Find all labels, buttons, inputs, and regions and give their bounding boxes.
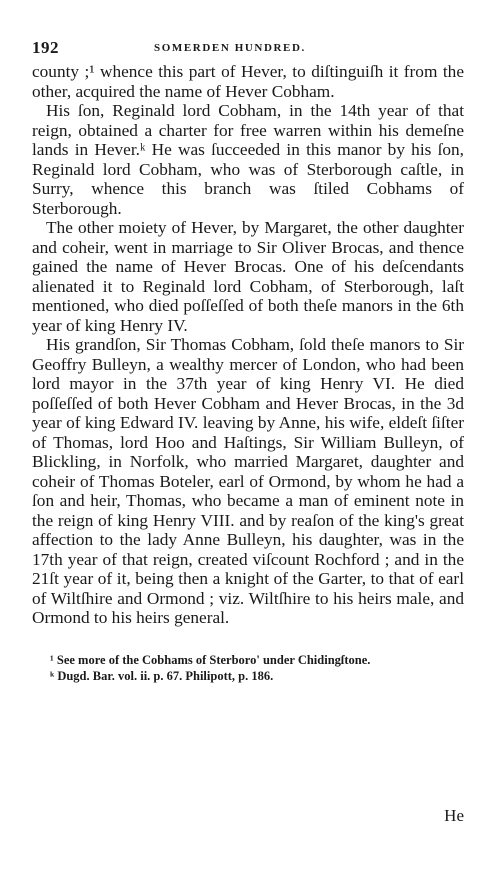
footnote-k: ᵏ Dugd. Bar. vol. ii. p. 67. Philipott, p. 186. [50,668,274,683]
page-number: 192 [32,38,59,57]
running-title: SOMERDEN HUNDRED. [154,42,306,54]
paragraph-hever-brocas: The other moiety of Hever, by Margaret, the other daughter and coheir, went in marriage to Sir Oliver Brocas, and thence gained the name of Hever Brocas. One of his deſcendants alienated it to Reginald lord Cobham, of Sterborough, laſt mentioned, who died poſſeſſed of both theſe manors in the 6th year of king Henry IV. [32,218,464,335]
footnote-l: ¹ See more of the Cobhams of Sterboro' under Chidingſtone. [50,652,371,667]
paragraph-reginald-cobham: His ſon, Reginald lord Cobham, in the 14th year of that reign, obtained a charter for free warren within his demeſne lands in Hever.ᵏ He was ſucceeded in this manor by his ſon, Reginald lord Cobham, who was of Sterborough caſtle, in Surry, whence this branch was ſtiled Cobhams of Sterborough. [32,101,464,218]
running-head [32,38,464,60]
body-text [32,62,464,628]
footnotes [32,652,464,684]
paragraph-continuation: county ;¹ whence this part of Hever, to diſtinguiſh it from the other, acquired the name of Hever Cobham. [32,62,464,101]
paragraph-bulleyn-family: His grandſon, Sir Thomas Cobham, ſold theſe manors to Sir Geoffry Bulleyn, a wealthy mercer of London, who had been lord mayor in the 37th year of king Henry VI. He died poſſeſſed of both Hever Cobham and Hever Brocas, in the 3d year of king Edward IV. leaving by Anne, his wife, eldeſt ſiſter of Thomas, lord Hoo and Haſtings, Sir William Bulleyn, of Blickling, in Norfolk, who married Margaret, daughter and coheir of Thomas Boteler, earl of Ormond, by whom he had a ſon and heir, Thomas, who became a man of eminent note in the reign of king Henry VIII. and by reaſon of the king's great affection to the lady Anne Bulleyn, his daughter, was in the 17th year of that reign, created viſcount Rochford ; and in the 21ſt year of it, being then a knight of the Garter, to that of earl of Wiltſhire and Ormond ; viz. Wiltſhire to his heirs male, and Ormond to his heirs general. [32,335,464,627]
book-page [32,38,464,825]
catchword: He [444,806,464,825]
